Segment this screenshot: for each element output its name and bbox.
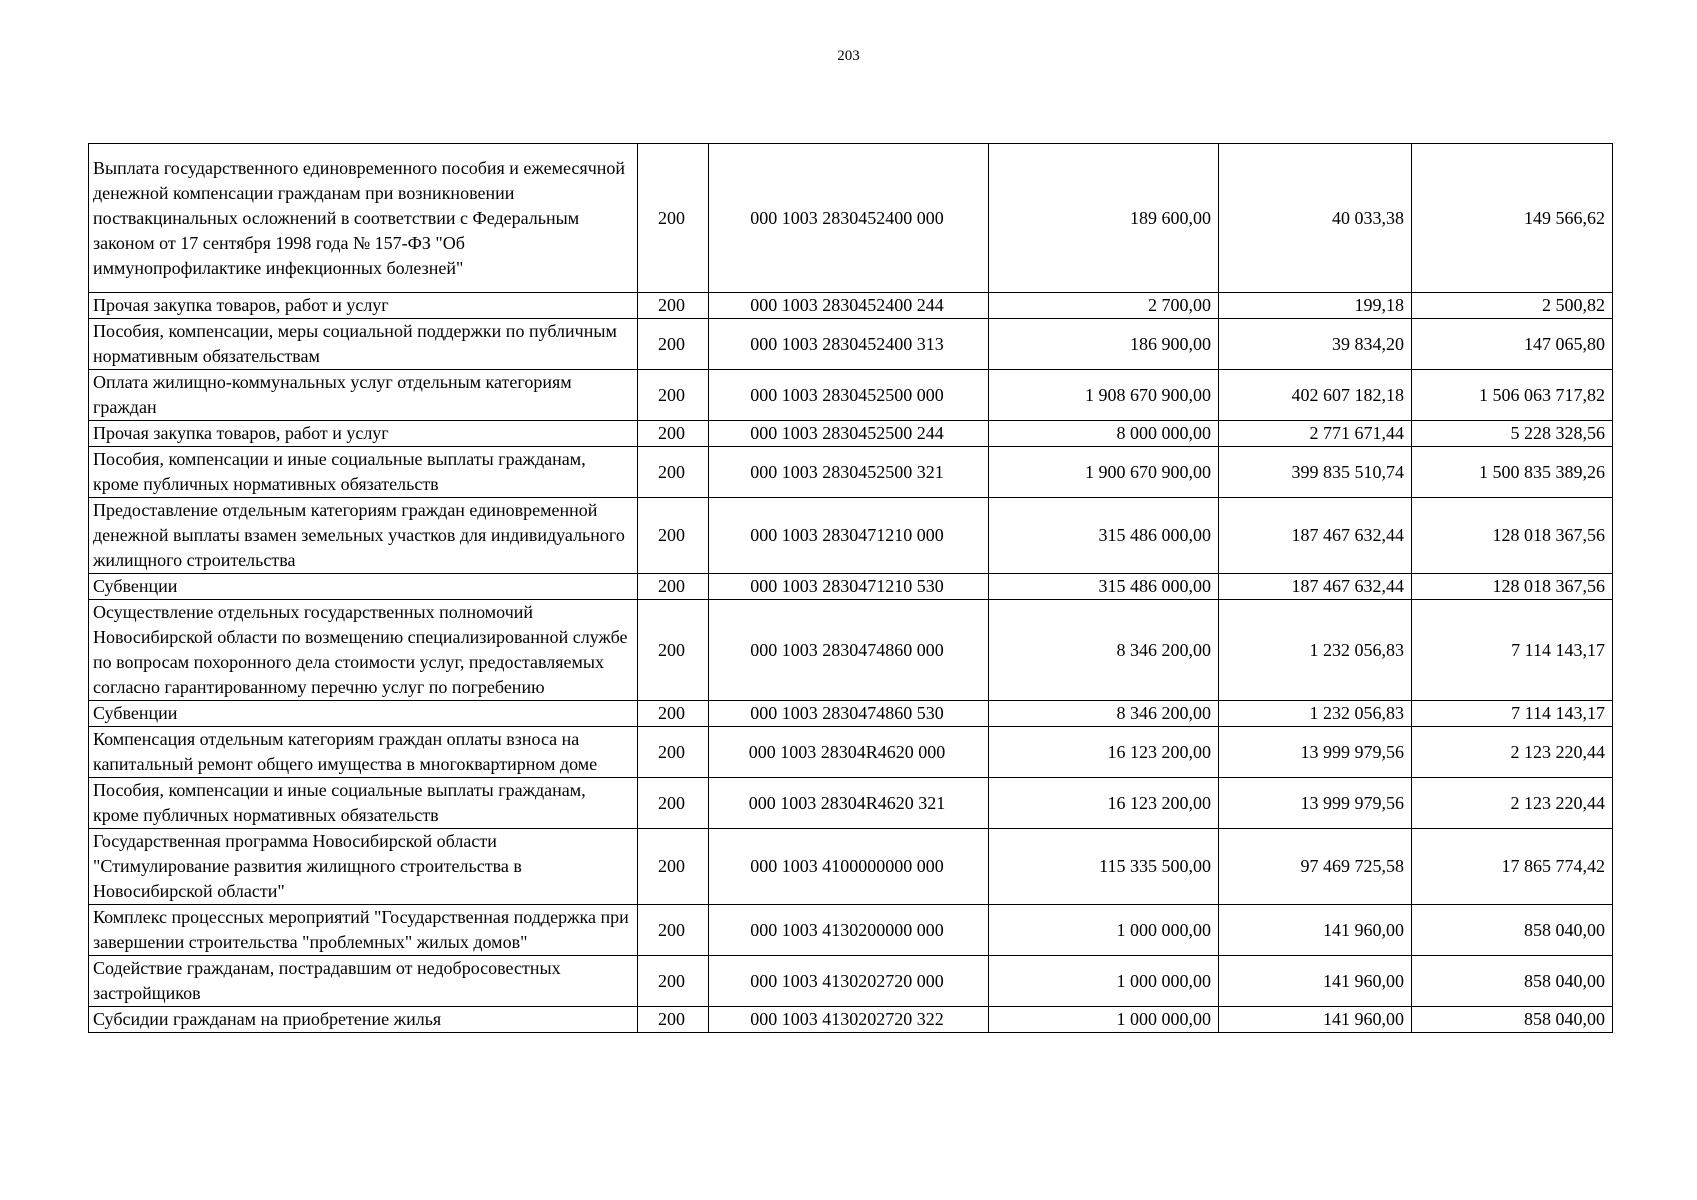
- table-row: [89, 370, 1613, 421]
- executed-amount: 40 033,38: [1219, 144, 1412, 293]
- expense-name: Осуществление отдельных государственных полномочий Новосибирской области по возмещению специализированной службе по вопросам похоронного дела стоимости услуг, предоставляемых согласно гарантированному перечню услуг по погребению: [89, 600, 638, 701]
- expense-name: Субсидии гражданам на приобретение жилья: [89, 1007, 638, 1033]
- line-code: 200: [638, 421, 709, 447]
- line-code: 200: [638, 956, 709, 1007]
- executed-amount: 199,18: [1219, 293, 1412, 319]
- line-code: 200: [638, 574, 709, 600]
- executed-amount: 141 960,00: [1219, 956, 1412, 1007]
- budget-classification-code: 000 1003 4130202720 000: [709, 956, 989, 1007]
- budget-classification-code: 000 1003 2830452500 321: [709, 447, 989, 498]
- budget-classification-code: 000 1003 2830452500 000: [709, 370, 989, 421]
- budget-classification-code: 000 1003 2830474860 530: [709, 701, 989, 727]
- budget-classification-code: 000 1003 2830452400 244: [709, 293, 989, 319]
- line-code: 200: [638, 701, 709, 727]
- expense-name: Оплата жилищно-коммунальных услуг отдельным категориям граждан: [89, 370, 638, 421]
- table-row: [89, 727, 1613, 778]
- line-code: 200: [638, 370, 709, 421]
- expense-name: Прочая закупка товаров, работ и услуг: [89, 293, 638, 319]
- executed-amount: 1 232 056,83: [1219, 600, 1412, 701]
- approved-amount: 115 335 500,00: [989, 829, 1219, 905]
- unexecuted-amount: 2 500,82: [1412, 293, 1613, 319]
- unexecuted-amount: 128 018 367,56: [1412, 498, 1613, 574]
- expense-name: Прочая закупка товаров, работ и услуг: [89, 421, 638, 447]
- unexecuted-amount: 149 566,62: [1412, 144, 1613, 293]
- line-code: 200: [638, 1007, 709, 1033]
- unexecuted-amount: 2 123 220,44: [1412, 727, 1613, 778]
- expense-name: Компенсация отдельным категориям граждан оплаты взноса на капитальный ремонт общего имущества в многоквартирном доме: [89, 727, 638, 778]
- table-row: [89, 293, 1613, 319]
- line-code: 200: [638, 293, 709, 319]
- unexecuted-amount: 1 506 063 717,82: [1412, 370, 1613, 421]
- executed-amount: 141 960,00: [1219, 905, 1412, 956]
- executed-amount: 13 999 979,56: [1219, 727, 1412, 778]
- unexecuted-amount: 17 865 774,42: [1412, 829, 1613, 905]
- approved-amount: 1 000 000,00: [989, 1007, 1219, 1033]
- budget-classification-code: 000 1003 2830471210 530: [709, 574, 989, 600]
- unexecuted-amount: 5 228 328,56: [1412, 421, 1613, 447]
- line-code: 200: [638, 319, 709, 370]
- expense-name: Выплата государственного единовременного пособия и ежемесячной денежной компенсации гражданам при возникновении поствакцинальных осложнений в соответствии с Федеральным законом от 17 сентября 1998 года № 157-ФЗ "Об иммунопрофилактике инфекционных болезней": [89, 144, 638, 293]
- table-body: [89, 144, 1613, 1033]
- expense-name: Государственная программа Новосибирской области "Стимулирование развития жилищного строительства в Новосибирской области": [89, 829, 638, 905]
- executed-amount: 402 607 182,18: [1219, 370, 1412, 421]
- executed-amount: 187 467 632,44: [1219, 574, 1412, 600]
- approved-amount: 1 000 000,00: [989, 956, 1219, 1007]
- line-code: 200: [638, 778, 709, 829]
- expense-name: Пособия, компенсации и иные социальные выплаты гражданам, кроме публичных нормативных обязательств: [89, 447, 638, 498]
- table-row: [89, 447, 1613, 498]
- approved-amount: 315 486 000,00: [989, 498, 1219, 574]
- budget-classification-code: 000 1003 28304R4620 000: [709, 727, 989, 778]
- unexecuted-amount: 1 500 835 389,26: [1412, 447, 1613, 498]
- approved-amount: 16 123 200,00: [989, 778, 1219, 829]
- table-row: [89, 421, 1613, 447]
- table-row: [89, 905, 1613, 956]
- approved-amount: 8 346 200,00: [989, 701, 1219, 727]
- executed-amount: 399 835 510,74: [1219, 447, 1412, 498]
- table-row: [89, 574, 1613, 600]
- table-row: [89, 778, 1613, 829]
- executed-amount: 97 469 725,58: [1219, 829, 1412, 905]
- budget-classification-code: 000 1003 28304R4620 321: [709, 778, 989, 829]
- executed-amount: 39 834,20: [1219, 319, 1412, 370]
- unexecuted-amount: 7 114 143,17: [1412, 701, 1613, 727]
- line-code: 200: [638, 905, 709, 956]
- page-number: 203: [837, 48, 860, 64]
- table-row: [89, 319, 1613, 370]
- approved-amount: 16 123 200,00: [989, 727, 1219, 778]
- approved-amount: 8 346 200,00: [989, 600, 1219, 701]
- expense-name: Пособия, компенсации, меры социальной поддержки по публичным нормативным обязательствам: [89, 319, 638, 370]
- budget-classification-code: 000 1003 2830452500 244: [709, 421, 989, 447]
- expense-name: Пособия, компенсации и иные социальные выплаты гражданам, кроме публичных нормативных обязательств: [89, 778, 638, 829]
- approved-amount: 189 600,00: [989, 144, 1219, 293]
- budget-classification-code: 000 1003 4130202720 322: [709, 1007, 989, 1033]
- expense-name: Субвенции: [89, 701, 638, 727]
- unexecuted-amount: 128 018 367,56: [1412, 574, 1613, 600]
- approved-amount: 8 000 000,00: [989, 421, 1219, 447]
- approved-amount: 1 908 670 900,00: [989, 370, 1219, 421]
- table-row: [89, 498, 1613, 574]
- executed-amount: 13 999 979,56: [1219, 778, 1412, 829]
- line-code: 200: [638, 600, 709, 701]
- table-row: [89, 600, 1613, 701]
- unexecuted-amount: 7 114 143,17: [1412, 600, 1613, 701]
- table-row: [89, 829, 1613, 905]
- approved-amount: 315 486 000,00: [989, 574, 1219, 600]
- unexecuted-amount: 147 065,80: [1412, 319, 1613, 370]
- executed-amount: 141 960,00: [1219, 1007, 1412, 1033]
- table-row: [89, 144, 1613, 293]
- budget-classification-code: 000 1003 2830471210 000: [709, 498, 989, 574]
- table-row: [89, 956, 1613, 1007]
- expense-name: Предоставление отдельным категориям граждан единовременной денежной выплаты взамен земельных участков для индивидуального жилищного строительства: [89, 498, 638, 574]
- executed-amount: 2 771 671,44: [1219, 421, 1412, 447]
- expense-name: Субвенции: [89, 574, 638, 600]
- table-row: [89, 701, 1613, 727]
- line-code: 200: [638, 829, 709, 905]
- expense-name: Комплекс процессных мероприятий "Государственная поддержка при завершении строительства "проблемных" жилых домов": [89, 905, 638, 956]
- approved-amount: 1 000 000,00: [989, 905, 1219, 956]
- approved-amount: 1 900 670 900,00: [989, 447, 1219, 498]
- table-row: [89, 1007, 1613, 1033]
- approved-amount: 2 700,00: [989, 293, 1219, 319]
- unexecuted-amount: 2 123 220,44: [1412, 778, 1613, 829]
- budget-classification-code: 000 1003 2830452400 313: [709, 319, 989, 370]
- executed-amount: 1 232 056,83: [1219, 701, 1412, 727]
- expense-name: Содействие гражданам, пострадавшим от недобросовестных застройщиков: [89, 956, 638, 1007]
- line-code: 200: [638, 727, 709, 778]
- unexecuted-amount: 858 040,00: [1412, 905, 1613, 956]
- budget-execution-table: [88, 143, 1613, 1033]
- unexecuted-amount: 858 040,00: [1412, 1007, 1613, 1033]
- budget-classification-code: 000 1003 2830452400 000: [709, 144, 989, 293]
- line-code: 200: [638, 498, 709, 574]
- line-code: 200: [638, 144, 709, 293]
- executed-amount: 187 467 632,44: [1219, 498, 1412, 574]
- approved-amount: 186 900,00: [989, 319, 1219, 370]
- budget-classification-code: 000 1003 4100000000 000: [709, 829, 989, 905]
- unexecuted-amount: 858 040,00: [1412, 956, 1613, 1007]
- line-code: 200: [638, 447, 709, 498]
- budget-classification-code: 000 1003 4130200000 000: [709, 905, 989, 956]
- budget-classification-code: 000 1003 2830474860 000: [709, 600, 989, 701]
